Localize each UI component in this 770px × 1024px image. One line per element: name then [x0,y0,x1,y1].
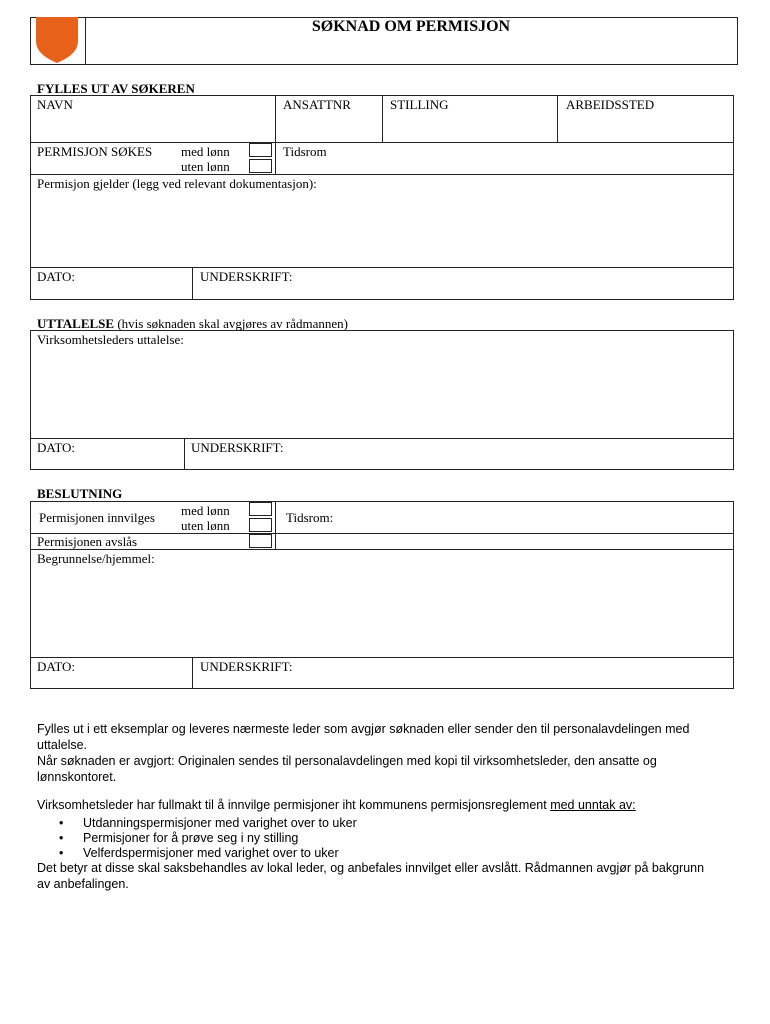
statement-heading-bold: UTTALELSE [37,316,115,331]
period-label: Tidsrom [283,144,327,159]
with-pay-checkbox[interactable] [249,143,272,157]
instructions-line: Når søknaden er avgjort: Originalen sendes til personalavdelingen med kopi til virksomhetsleder, den ansatte og [37,754,657,768]
list-item-text: Velferdspermisjoner med varighet over to uker [83,846,339,860]
rejected-checkbox[interactable] [249,534,272,548]
instructions-line: uttalelse. [37,738,88,752]
name-label: NAVN [37,97,73,112]
decision-with-pay-label: med lønn [181,503,230,518]
grounds-label: Begrunnelse/hjemmel: [37,551,155,566]
instructions-paragraph-1 [37,721,737,753]
list-item-text: Permisjoner for å prøve seg i ny stilling [83,831,299,845]
statement-date-label: DATO: [37,440,76,455]
divider [192,267,193,300]
grounds-field[interactable] [31,567,733,656]
bullet-icon: • [59,846,64,860]
workplace-field[interactable] [558,112,733,141]
statement-signature-label: UNDERSKRIFT: [191,440,284,455]
authority-text: Virksomhetsleder har fullmakt til å innvilge permisjoner iht kommunens permisjonsreglement [37,798,551,812]
decision-without-pay-label: uten lønn [181,518,230,533]
signature-field[interactable] [300,268,733,299]
exceptions-list [37,816,737,861]
statement-heading-note: (hvis søknaden skal avgjøres av rådmannen) [114,316,349,331]
leave-requested-label: PERMISJON SØKES [37,144,153,159]
without-pay-label: uten lønn [181,159,230,174]
instructions-line: lønnskontoret. [37,770,117,784]
manager-statement-field[interactable] [31,348,733,437]
decision-period-field[interactable] [342,502,733,532]
date-field[interactable] [80,268,191,299]
granted-with-pay-checkbox[interactable] [249,502,272,516]
without-pay-checkbox[interactable] [249,159,272,173]
list-item [37,846,737,861]
period-field[interactable] [340,143,733,173]
statement-heading [37,316,348,331]
divider [30,174,734,175]
leave-concerns-field[interactable] [31,192,733,266]
workplace-label: ARBEIDSSTED [566,97,655,112]
instructions-line: Det betyr at disse skal saksbehandles av lokal leder, og anbefales innvilget eller avslått. Rådmannen avgjør på bakgrunn [37,861,705,875]
decision-signature-label: UNDERSKRIFT: [200,659,293,674]
statement-signature-field[interactable] [292,439,733,469]
date-label: DATO: [37,269,76,284]
with-pay-label: med lønn [181,144,230,159]
employee-number-label: ANSATTNR [283,97,351,112]
instructions-paragraph-4 [37,860,737,892]
manager-statement-label: Virksomhetsleders uttalelse: [37,332,184,347]
position-label: STILLING [390,97,449,112]
decision-heading: BESLUTNING [37,486,123,501]
instructions-paragraph-2 [37,753,737,785]
divider [184,438,185,470]
employee-number-field[interactable] [276,112,381,141]
divider [30,549,734,550]
decision-date-label: DATO: [37,659,76,674]
decision-date-field[interactable] [80,658,191,688]
list-item [37,831,737,846]
signature-label: UNDERSKRIFT: [200,269,293,284]
instructions-line: av anbefalingen. [37,877,129,891]
coat-of-arms-icon [36,17,78,63]
list-item-text: Utdanningspermisjoner med varighet over to uker [83,816,357,830]
position-field[interactable] [383,112,556,141]
name-field[interactable] [31,112,274,141]
bullet-icon: • [59,831,64,845]
list-item [37,816,737,831]
decision-signature-field[interactable] [300,658,733,688]
leave-rejected-label: Permisjonen avslås [37,534,138,549]
bullet-icon: • [59,816,64,830]
statement-date-field[interactable] [80,439,183,469]
page-title: SØKNAD OM PERMISJON [311,18,511,35]
leave-granted-label: Permisjonen innvilges [39,510,155,525]
applicant-heading: FYLLES UT AV SØKEREN [37,81,195,96]
granted-without-pay-checkbox[interactable] [249,518,272,532]
exceptions-underlined-text: med unntak av: [550,798,636,812]
divider [275,501,276,549]
instructions-paragraph-3 [37,797,737,813]
instructions-line: Fylles ut i ett eksemplar og leveres nærmeste leder som avgjør søknaden eller sender den til personalavdelingen med [37,722,690,736]
leave-concerns-label: Permisjon gjelder (legg ved relevant dokumentasjon): [37,176,317,191]
decision-period-label: Tidsrom: [286,510,334,525]
divider [192,657,193,689]
